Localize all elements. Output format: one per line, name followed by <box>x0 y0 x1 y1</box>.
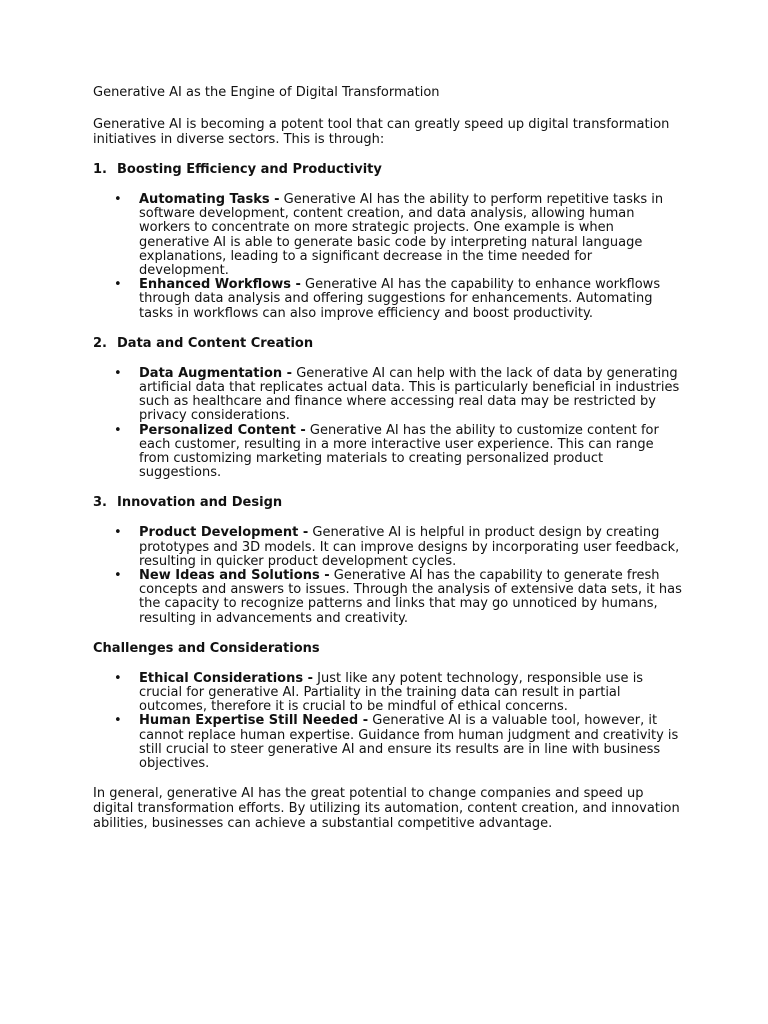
section-heading <box>93 495 683 511</box>
section-title: Data and Content Creation <box>117 335 314 351</box>
item-term: New Ideas and Solutions - <box>139 568 330 584</box>
bullet-icon: • <box>114 422 122 438</box>
section-title: Boosting Efficiency and Productivity <box>117 162 382 177</box>
section-efficiency <box>93 162 683 321</box>
document-page <box>93 85 683 831</box>
item-term: Personalized Content - <box>139 422 306 438</box>
bullet-icon: • <box>114 192 122 207</box>
section-title: Challenges and Considerations <box>93 640 320 656</box>
list-item <box>93 714 683 771</box>
document-title: Generative AI as the Engine of Digital Transformation <box>93 85 440 100</box>
list-item <box>93 193 683 278</box>
item-term: Enhanced Workflows - <box>139 277 301 293</box>
section-data-content <box>93 336 683 481</box>
section-innovation <box>93 495 683 625</box>
section-number: 1. <box>93 162 107 177</box>
bullet-icon: • <box>114 277 122 293</box>
section-heading <box>93 641 683 657</box>
item-text: Generative AI has the capability to enhance workflows through data analysis and offering suggestions for enhancements. Automating tasks in workflows can also improve efficiency and boost productivity. <box>139 277 661 321</box>
bullet-icon: • <box>114 365 122 381</box>
bullet-icon: • <box>114 568 122 584</box>
bullet-list <box>93 193 683 321</box>
bullet-list <box>93 526 683 625</box>
item-text: Generative AI is helpful in product design by creating prototypes and 3D models. It can improve designs by incorporating user feedback, resulting in quicker product development cycles. <box>139 525 680 569</box>
section-heading <box>93 162 683 178</box>
bullet-list <box>93 672 683 771</box>
item-text: Just like any potent technology, responsible use is crucial for generative AI. Partiality in the training data can result in partial outcomes, therefore it is crucial to be mindful of ethical concerns. <box>139 670 644 715</box>
list-item <box>93 672 683 715</box>
section-challenges <box>93 641 683 771</box>
list-item <box>93 424 683 481</box>
bullet-list <box>93 367 683 481</box>
list-item <box>93 569 683 626</box>
item-text: Generative AI has the ability to customize content for each customer, resulting in a more interactive user experience. This can range from customizing marketing materials to creating personalized product suggestions. <box>139 422 659 481</box>
bullet-icon: • <box>114 525 122 541</box>
list-item <box>93 278 683 321</box>
item-text: Generative AI has the ability to perform repetitive tasks in software development, content creation, and data analysis, allowing human workers to concentrate on more strategic projects. One example is when generative AI is able to generate basic code by interpreting natural language explanations, leading to a significant decrease in the time needed for development. <box>139 192 664 279</box>
item-term: Ethical Considerations - <box>139 670 314 686</box>
intro-paragraph: Generative AI is becoming a potent tool that can greatly speed up digital transformation initiatives in diverse sectors. This is through: <box>93 117 670 147</box>
section-number: 2. <box>93 335 107 351</box>
section-heading <box>93 336 683 352</box>
section-title: Innovation and Design <box>117 495 283 511</box>
bullet-icon: • <box>114 713 122 729</box>
section-number: 3. <box>93 495 107 511</box>
conclusion-paragraph: In general, generative AI has the great potential to change companies and speed up digital transformation efforts. By utilizing its automation, content creation, and innovation abilities, businesses can achieve a substantial competitive advantage. <box>93 786 680 832</box>
item-term: Product Development - <box>139 525 309 541</box>
list-item <box>93 526 683 569</box>
item-text: Generative AI has the capability to generate fresh concepts and answers to issues. Through the analysis of extensive data sets, it has the capacity to recognize patterns and links that may go unnoticed by humans, resulting in advancements and creativity. <box>139 568 682 626</box>
item-term: Data Augmentation - <box>139 365 293 381</box>
item-text: Generative AI can help with the lack of data by generating artificial data that replicates actual data. This is particularly beneficial in industries such as healthcare and finance where accessing real data may be restricted by privacy considerations. <box>139 365 680 424</box>
bullet-icon: • <box>114 670 122 686</box>
item-term: Automating Tasks - <box>139 192 280 207</box>
list-item <box>93 367 683 424</box>
item-term: Human Expertise Still Needed - <box>139 713 369 729</box>
item-text: Generative AI is a valuable tool, however, it cannot replace human expertise. Guidance from human judgment and creativity is still crucial to steer generative AI and ensure its results are in line with business objectives. <box>139 713 679 772</box>
